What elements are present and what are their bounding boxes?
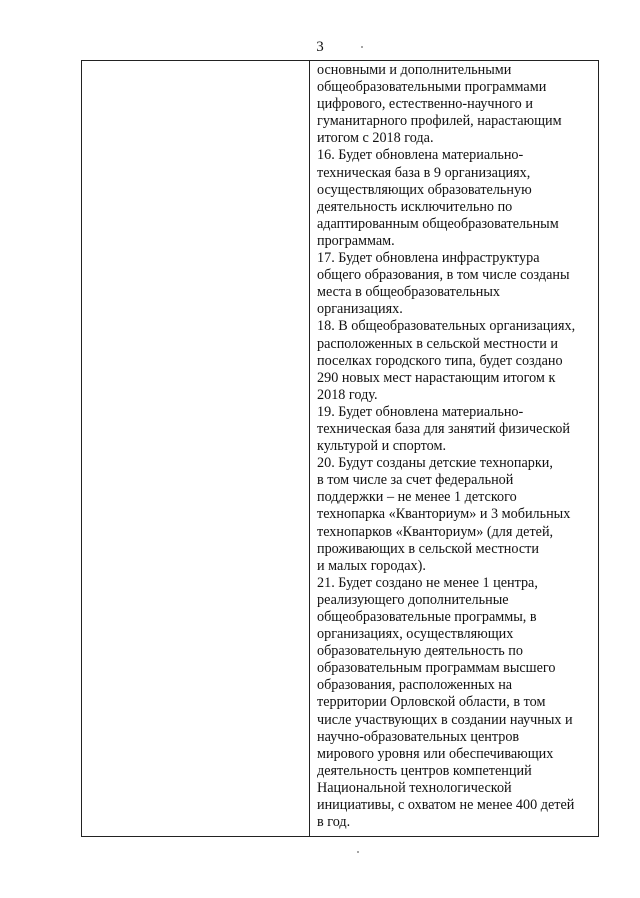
text-line: 290 новых мест нарастающим итогом к [317, 369, 556, 386]
text-line: технопарка «Кванториум» и 3 мобильных [317, 506, 571, 523]
text-line: деятельность исключительно по [317, 198, 513, 215]
text-line: Национальной технологической [317, 779, 512, 796]
page-number: 3 [316, 39, 324, 55]
text-line: поддержки – не менее 1 детского [317, 489, 517, 506]
text-line: мирового уровня или обеспечивающих [317, 745, 554, 762]
text-line: осуществляющих образовательную [317, 181, 532, 198]
document-table [81, 60, 599, 837]
text-line: основными и дополнительными [317, 62, 512, 78]
text-line: научно-образовательных центров [317, 728, 520, 745]
text-line: общеобразовательные программы, в [317, 609, 537, 625]
text-line: гуманитарного профилей, нарастающим [317, 113, 562, 130]
text-line: образовательным программам высшего [317, 660, 556, 677]
text-line: 17. Будет обновлена инфраструктура [317, 250, 540, 267]
text-line: адаптированным общеобразовательным [317, 215, 559, 232]
text-line: места в общеобразовательных [317, 284, 500, 301]
text-line: деятельность центров компетенций [317, 762, 532, 779]
text-line: расположенных в сельской местности и [317, 335, 558, 352]
text-line: 19. Будет обновлена материально- [317, 403, 524, 420]
scan-speck [357, 851, 359, 853]
text-line: техническая база в 9 организациях, [317, 164, 531, 181]
text-line: программам. [317, 232, 395, 249]
text-line: в том числе за счет федеральной [317, 472, 514, 489]
text-line: 2018 году. [317, 386, 378, 403]
text-line: цифрового, естественно-научного и [317, 96, 533, 113]
text-line: в год. [317, 814, 351, 831]
text-line: инициативы, с охватом не менее 400 детей [317, 797, 575, 814]
text-line: реализующего дополнительные [317, 591, 509, 608]
text-line: 20. Будут созданы детские технопарки, [317, 455, 553, 472]
scan-speck [361, 46, 363, 48]
right-column-cell [317, 62, 597, 831]
text-line: поселках городского типа, будет создано [317, 352, 563, 369]
text-line: 21. Будет создано не менее 1 центра, [317, 574, 538, 591]
text-line: организациях. [317, 301, 403, 318]
text-line: 18. В общеобразовательных организациях, [317, 318, 576, 335]
text-line: образовательную деятельность по [317, 643, 523, 660]
column-divider [309, 61, 310, 836]
text-line: числе участвующих в создании научных и [317, 711, 573, 728]
text-line: итогом с 2018 года. [317, 130, 434, 147]
text-line: общеобразовательными программами [317, 79, 547, 96]
text-line: технопарков «Кванториум» (для детей, [317, 523, 554, 540]
text-line: образования, расположенных на [317, 677, 513, 694]
text-line: и малых городах). [317, 557, 426, 574]
text-line: проживающих в сельской местности [317, 540, 539, 557]
text-line: общего образования, в том числе созданы [317, 267, 570, 284]
left-column-cell [82, 61, 309, 836]
text-line: территории Орловской области, в том [317, 694, 546, 711]
text-line: организациях, осуществляющих [317, 626, 514, 643]
text-line: 16. Будет обновлена материально- [317, 147, 524, 164]
text-line: техническая база для занятий физической [317, 420, 570, 437]
text-line: культурой и спортом. [317, 438, 446, 455]
